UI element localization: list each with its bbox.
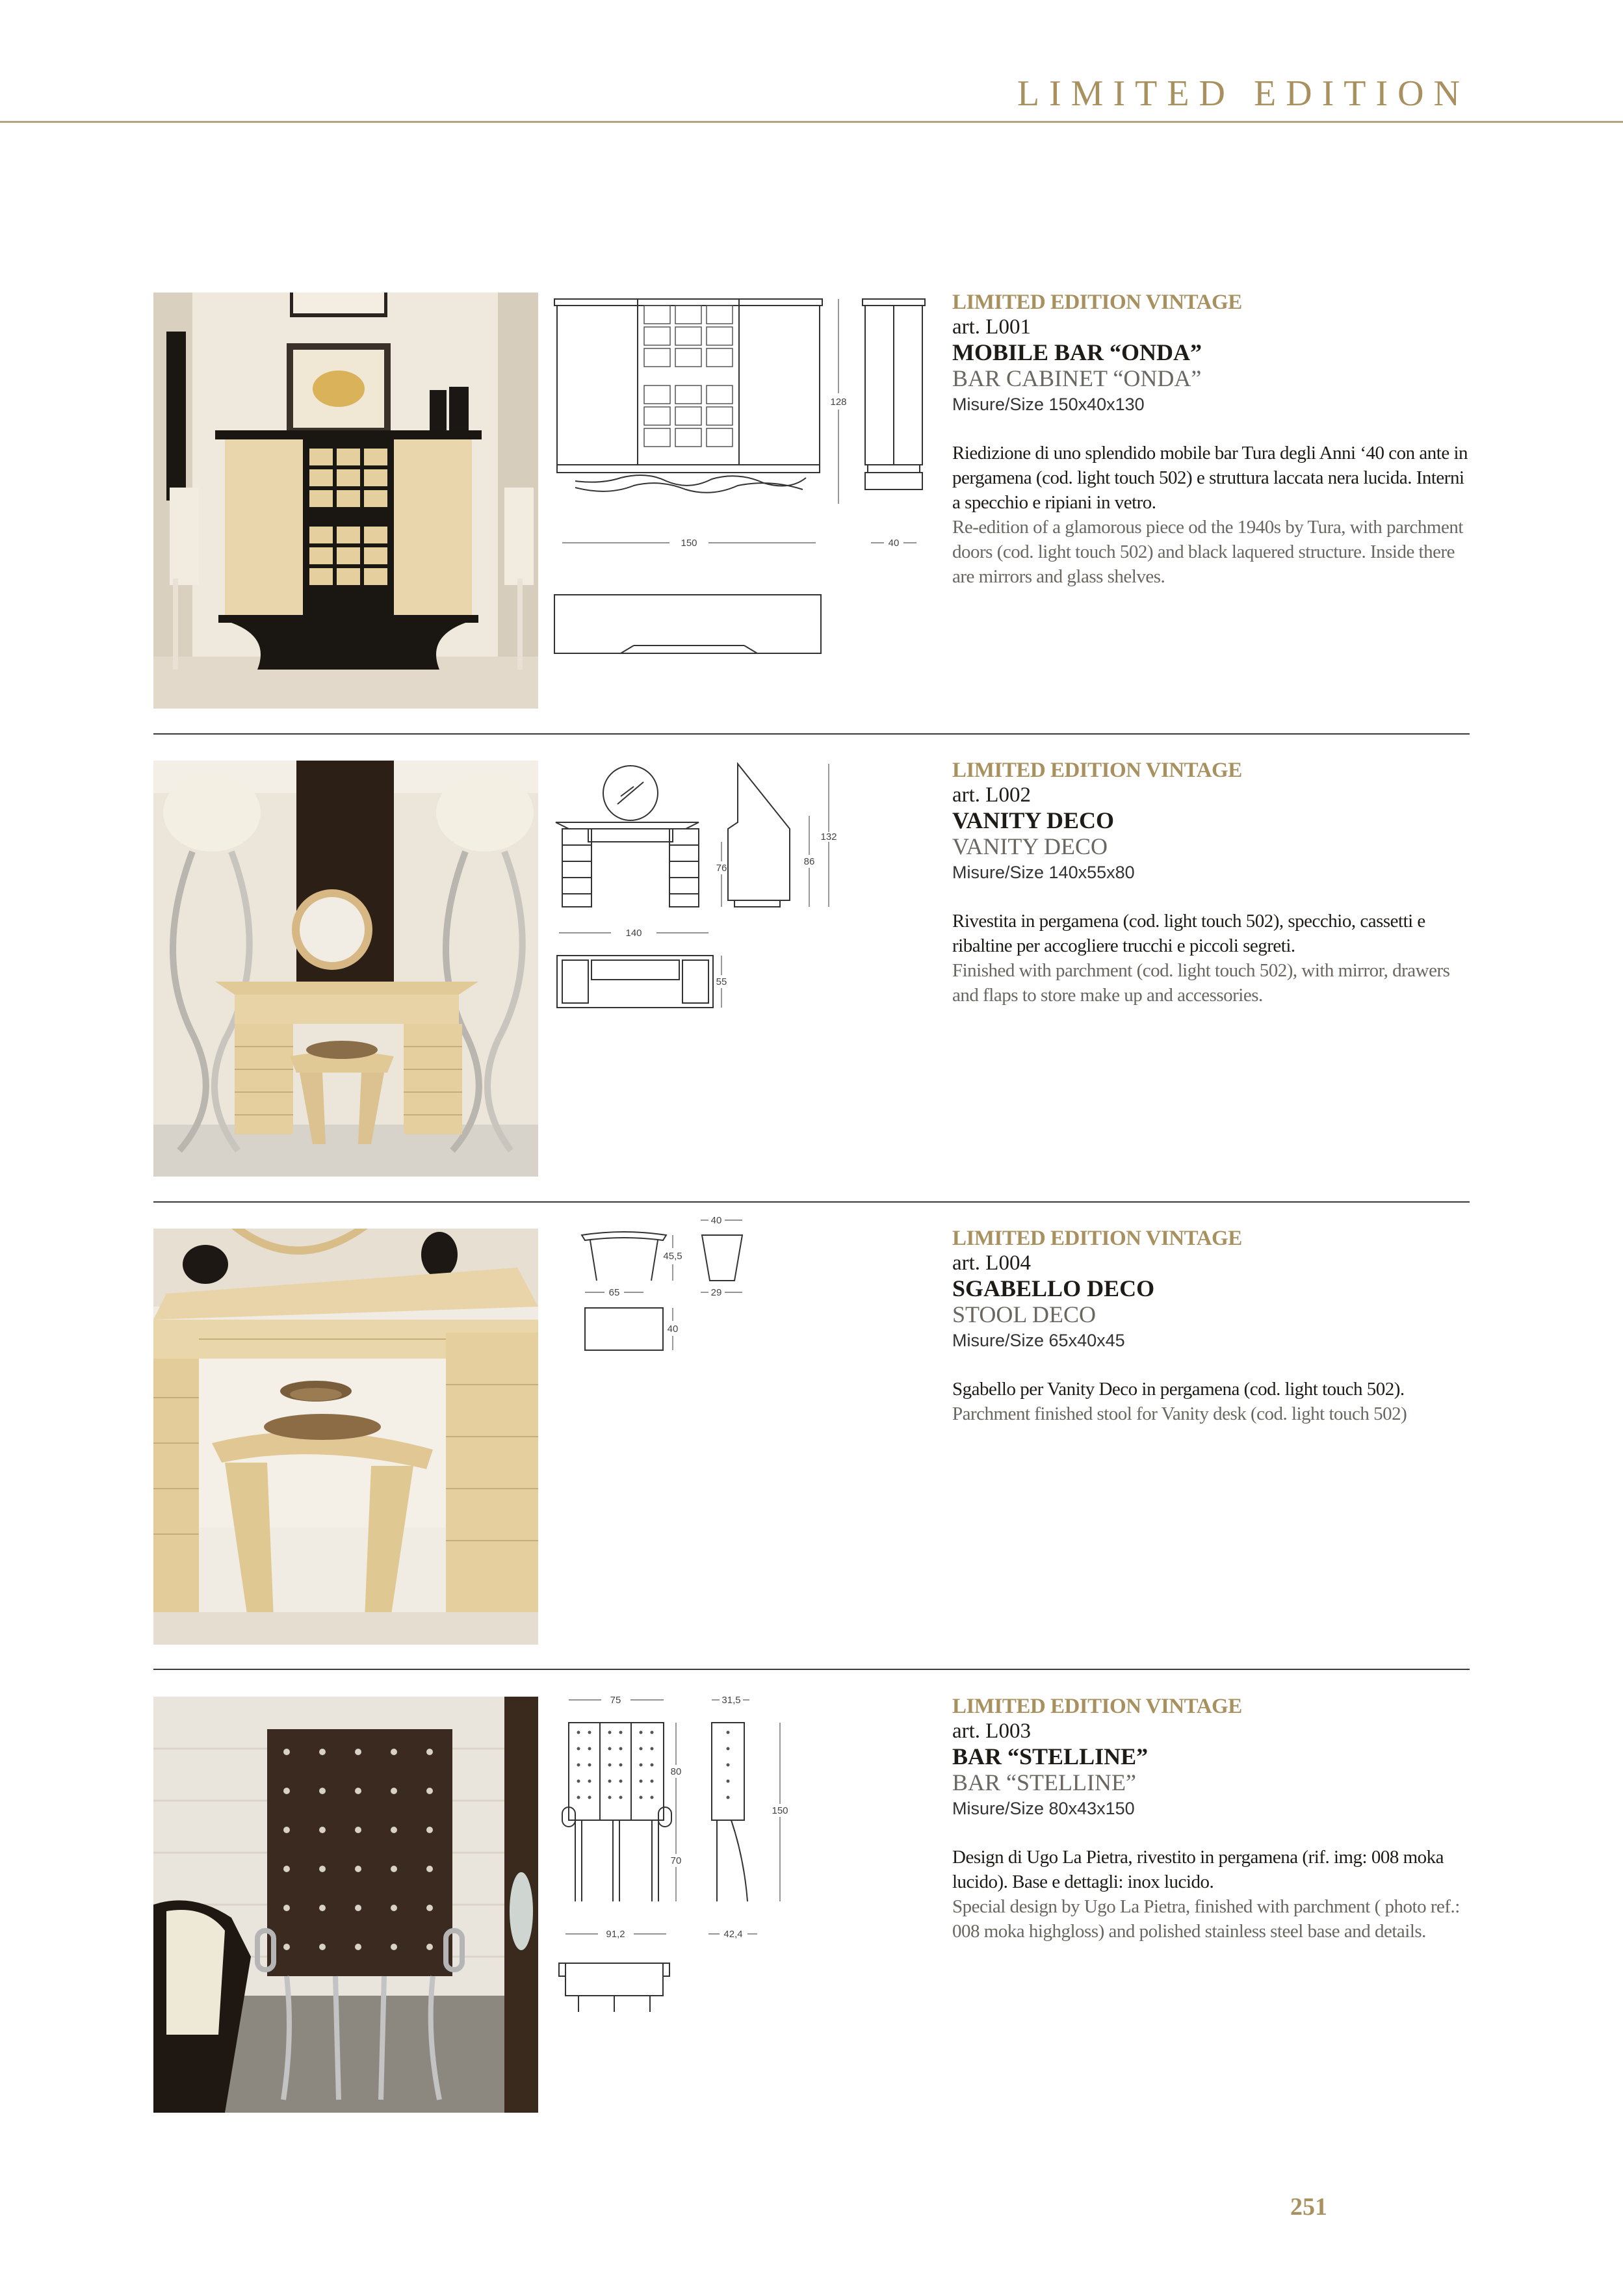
dim-height-total-stelline: 150 [772, 1805, 788, 1816]
dim-width-stool: 65 [608, 1287, 620, 1298]
dim-depth-stelline: 31,5 [721, 1695, 741, 1706]
collection-label: LIMITED EDITION VINTAGE [952, 1695, 1242, 1718]
dim-height-stool: 45,5 [663, 1251, 682, 1262]
section-divider [153, 733, 1470, 735]
product-size: Misure/Size 140x55x80 [952, 863, 1135, 882]
product-photo-vanity-deco [153, 761, 538, 1177]
description-it: Riedizione di uno splendido mobile bar Tura degli Anni ‘40 con ante in pergamena (cod. light touch 502) e struttura laccata nera lucida. Interni a specchio e ripiani in vetro. [952, 443, 1468, 513]
technical-drawing-stool-deco [572, 1209, 780, 1365]
section-divider [153, 1201, 1470, 1203]
product-size: Misure/Size 80x43x150 [952, 1799, 1135, 1818]
page-header-title: LIMITED EDITION [1017, 73, 1470, 114]
product-info-L001 [952, 290, 1472, 589]
product-name-it: SGABELLO DECO [952, 1275, 1155, 1301]
description-en: Re-edition of a glamorous piece od the 1940s by Tura, with parchment doors (cod. light touch 502) and black laquered structure. Inside there are mirrors and glass shelves. [952, 517, 1463, 587]
product-photo-bar-stelline [153, 1697, 538, 2113]
dim-height-top-stelline: 80 [670, 1766, 682, 1777]
product-name-it: VANITY DECO [952, 807, 1115, 833]
description-it: Rivestita in pergamena (cod. light touch 502), specchio, cassetti e ribaltine per accogliere trucchi e piccoli segreti. [952, 911, 1425, 956]
dim-base-depth-stelline: 42,4 [723, 1929, 743, 1940]
article-code: art. L002 [952, 783, 1031, 807]
product-name-en: STOOL DECO [952, 1301, 1097, 1327]
article-code: art. L003 [952, 1719, 1031, 1743]
dim-height-table-vanity: 76 [716, 863, 727, 874]
dim-width-stelline: 75 [610, 1695, 621, 1706]
product-size: Misure/Size 65x40x45 [952, 1331, 1125, 1350]
dim-side-top-stool: 40 [710, 1215, 722, 1226]
product-info-L002 [952, 758, 1472, 1008]
dim-side-bottom-stool: 29 [710, 1287, 722, 1298]
dim-base-width-stelline: 91,2 [606, 1929, 625, 1940]
description-en: Finished with parchment (cod. light touch 502), with mirror, drawers and flaps to store make up and accessories. [952, 960, 1450, 1006]
dim-width-vanity: 140 [625, 928, 642, 939]
dim-width-onda: 150 [681, 538, 697, 549]
product-name-en: BAR “STELLINE” [952, 1769, 1136, 1795]
article-code: art. L001 [952, 315, 1031, 339]
product-info-L004 [952, 1226, 1472, 1426]
product-info-L003 [952, 1694, 1472, 1944]
dim-depth-stool: 40 [667, 1324, 679, 1335]
dim-height-onda: 128 [830, 397, 847, 408]
article-code: art. L004 [952, 1251, 1031, 1275]
dim-depth-vanity: 55 [716, 976, 727, 987]
product-photo-stool-deco [153, 1229, 538, 1645]
product-name-it: BAR “STELLINE” [952, 1743, 1149, 1769]
collection-label: LIMITED EDITION VINTAGE [952, 291, 1242, 314]
description-it: Design di Ugo La Pietra, rivestito in pergamena (rif. img: 008 moka lucido). Base e dettagli: inox lucido. [952, 1847, 1444, 1892]
technical-drawing-bar-stelline [549, 1677, 822, 2041]
dim-depth-onda: 40 [888, 538, 900, 549]
dim-height-base-stelline: 70 [670, 1855, 682, 1866]
section-divider [153, 1669, 1470, 1670]
header-rule [0, 121, 1623, 123]
product-name-en: VANITY DECO [952, 833, 1108, 859]
page-number: 251 [1290, 2193, 1327, 2221]
description-en: Special design by Ugo La Pietra, finished with parchment ( photo ref.: 008 moka highgloss) and polished stainless steel base and details. [952, 1896, 1460, 1942]
description-en: Parchment finished stool for Vanity desk (cod. light touch 502) [952, 1403, 1407, 1424]
product-photo-bar-cabinet-onda [153, 293, 538, 709]
product-name-it: MOBILE BAR “ONDA” [952, 339, 1202, 365]
technical-drawing-bar-cabinet-onda [549, 289, 939, 663]
description-it: Sgabello per Vanity Deco in pergamena (cod. light touch 502). [952, 1379, 1405, 1400]
collection-label: LIMITED EDITION VINTAGE [952, 759, 1242, 782]
product-size: Misure/Size 150x40x130 [952, 395, 1145, 414]
product-name-en: BAR CABINET “ONDA” [952, 365, 1202, 391]
technical-drawing-vanity-deco [549, 757, 848, 1037]
dim-height-total-vanity: 132 [820, 831, 837, 842]
dim-height-side-vanity: 86 [803, 856, 815, 867]
collection-label: LIMITED EDITION VINTAGE [952, 1227, 1242, 1250]
